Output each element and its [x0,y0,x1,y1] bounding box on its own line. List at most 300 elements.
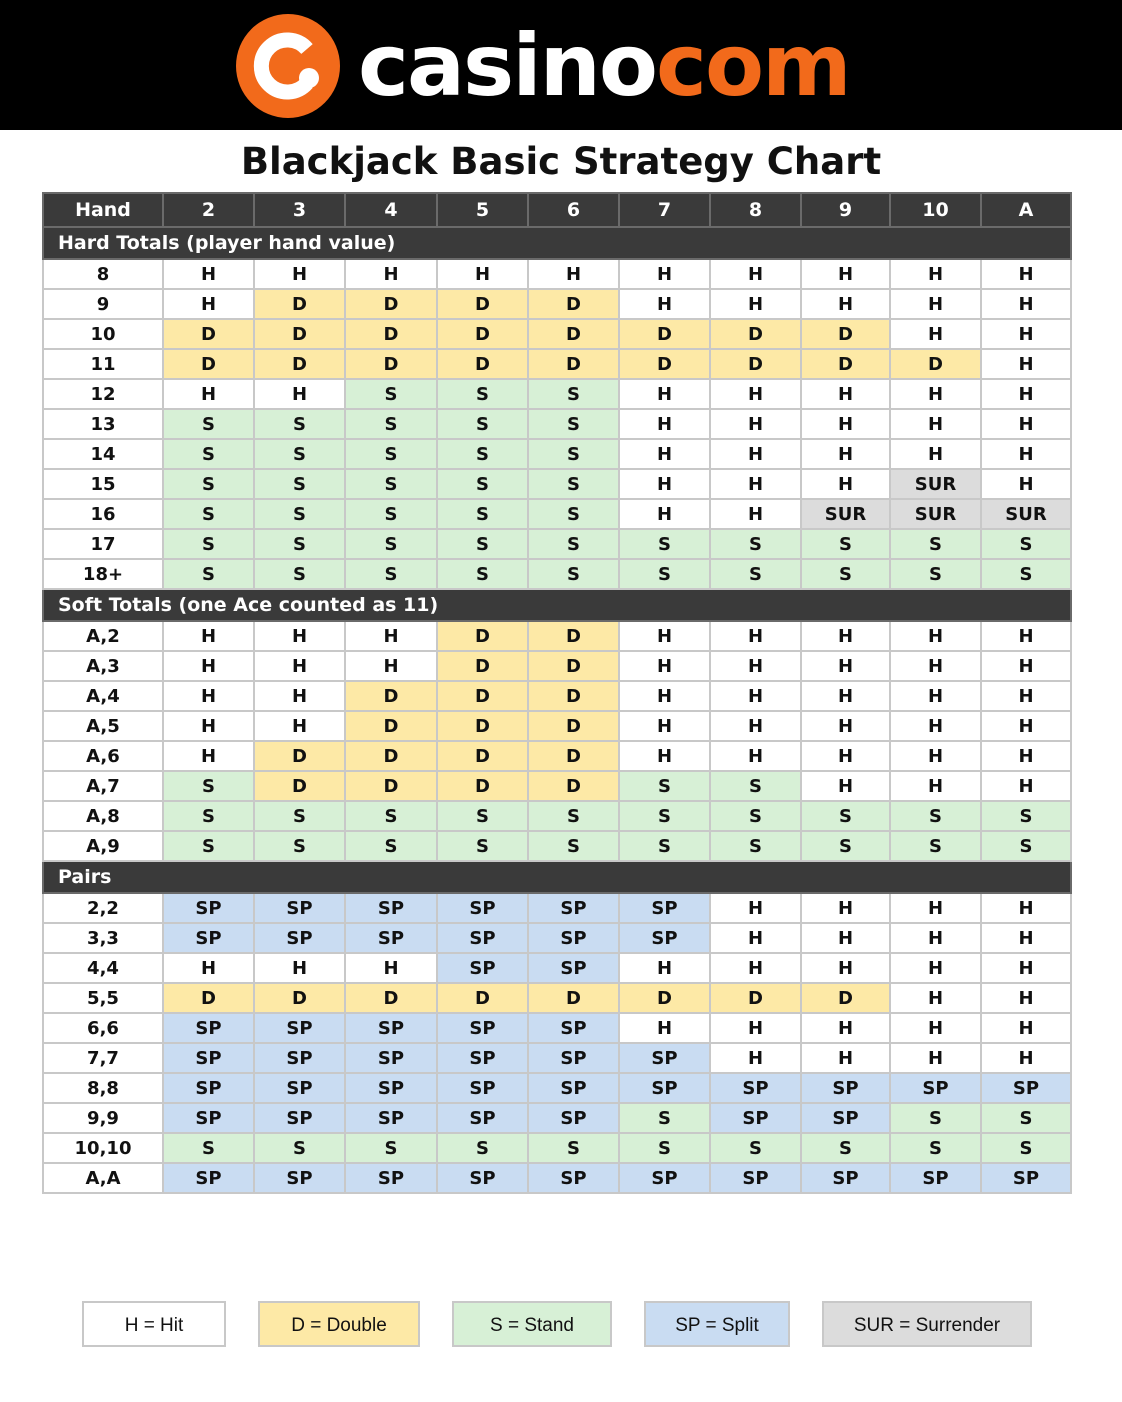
action-cell: H [890,379,981,409]
action-cell: S [528,529,619,559]
action-cell: D [528,621,619,651]
action-cell: D [437,651,528,681]
action-cell: D [437,983,528,1013]
action-cell: H [890,621,981,651]
action-cell: H [619,499,710,529]
action-cell: S [437,469,528,499]
action-cell: S [619,529,710,559]
brand-name-com: com [656,16,850,116]
action-cell: D [619,319,710,349]
hand-cell: A,2 [43,621,163,651]
hand-cell: 15 [43,469,163,499]
action-cell: H [890,651,981,681]
action-cell: H [890,893,981,923]
action-cell: S [163,1133,254,1163]
action-cell: SP [437,1103,528,1133]
action-cell: D [437,711,528,741]
table-row [43,259,1071,289]
action-cell: S [981,529,1071,559]
table-row [43,1163,1071,1193]
action-cell: SP [163,1103,254,1133]
action-cell: H [890,1043,981,1073]
hand-cell: 7,7 [43,1043,163,1073]
legend-item: H = Hit [82,1301,226,1347]
table-row [43,559,1071,589]
action-cell: S [345,499,437,529]
action-cell: D [345,681,437,711]
action-cell: SP [619,1043,710,1073]
action-cell: S [710,771,801,801]
action-cell: SP [619,1073,710,1103]
action-cell: S [528,499,619,529]
table-row [43,801,1071,831]
action-cell: H [981,711,1071,741]
column-header: 3 [254,193,345,227]
action-cell: SP [801,1163,890,1193]
action-cell: H [801,771,890,801]
brand-name-casino: casino [358,16,656,116]
action-cell: SP [710,1073,801,1103]
action-cell: SP [254,1013,345,1043]
table-row [43,953,1071,983]
action-cell: S [710,801,801,831]
action-cell: SP [163,1073,254,1103]
action-cell: H [619,259,710,289]
action-cell: H [981,923,1071,953]
table-row [43,349,1071,379]
action-cell: H [254,711,345,741]
action-cell: S [437,379,528,409]
action-cell: S [254,559,345,589]
action-cell: S [345,801,437,831]
action-cell: S [619,1133,710,1163]
table-row [43,319,1071,349]
action-cell: H [801,923,890,953]
action-cell: SP [437,923,528,953]
hand-cell: 17 [43,529,163,559]
strategy-table [42,192,1072,1194]
action-cell: S [345,469,437,499]
action-cell: H [710,289,801,319]
hand-cell: 10 [43,319,163,349]
action-cell: SP [437,893,528,923]
table-row [43,529,1071,559]
column-header: 6 [528,193,619,227]
table-row [43,681,1071,711]
action-cell: H [710,379,801,409]
action-cell: SP [528,1013,619,1043]
action-cell: S [619,801,710,831]
action-cell: H [710,1043,801,1073]
column-header: 10 [890,193,981,227]
action-cell: S [528,559,619,589]
action-cell: H [890,983,981,1013]
action-cell: S [437,529,528,559]
hand-cell: 12 [43,379,163,409]
action-cell: D [345,771,437,801]
action-cell: S [619,559,710,589]
action-cell: H [981,259,1071,289]
column-header: 5 [437,193,528,227]
action-cell: SP [437,1043,528,1073]
action-cell: D [619,983,710,1013]
action-cell: S [528,469,619,499]
action-cell: H [890,409,981,439]
table-row [43,1133,1071,1163]
action-cell: D [528,319,619,349]
hand-cell: 9 [43,289,163,319]
action-cell: SP [163,893,254,923]
action-cell: SP [437,1163,528,1193]
action-cell: H [981,289,1071,319]
action-cell: H [801,621,890,651]
action-cell: H [254,259,345,289]
action-cell: SP [710,1163,801,1193]
action-cell: H [710,409,801,439]
action-cell: SP [528,1043,619,1073]
action-cell: H [801,681,890,711]
action-cell: S [528,439,619,469]
action-cell: H [163,711,254,741]
action-cell: D [254,349,345,379]
action-cell: H [801,379,890,409]
action-cell: H [801,651,890,681]
action-cell: S [163,469,254,499]
action-cell: S [254,439,345,469]
action-cell: H [710,259,801,289]
action-cell: H [619,409,710,439]
table-row [43,831,1071,861]
action-cell: S [437,409,528,439]
action-cell: H [981,983,1071,1013]
action-cell: H [801,1013,890,1043]
action-cell: D [437,349,528,379]
action-cell: H [801,289,890,319]
action-cell: D [437,741,528,771]
action-cell: H [801,409,890,439]
action-cell: H [345,953,437,983]
action-cell: H [710,499,801,529]
action-cell: S [981,1103,1071,1133]
action-cell: SP [437,1073,528,1103]
action-cell: H [981,893,1071,923]
action-cell: S [163,409,254,439]
action-cell: D [528,289,619,319]
hand-cell: 11 [43,349,163,379]
action-cell: H [254,651,345,681]
action-cell: S [710,831,801,861]
action-cell: S [528,831,619,861]
table-row [43,893,1071,923]
action-cell: SP [619,923,710,953]
action-cell: H [163,621,254,651]
action-cell: S [345,529,437,559]
action-cell: SP [254,1163,345,1193]
action-cell: SP [619,1163,710,1193]
action-cell: H [710,439,801,469]
action-cell: SP [981,1163,1071,1193]
action-cell: D [528,681,619,711]
action-cell: H [619,681,710,711]
action-cell: H [619,379,710,409]
action-cell: H [801,439,890,469]
action-cell: SP [163,923,254,953]
action-cell: H [801,741,890,771]
action-cell: S [437,439,528,469]
action-cell: H [890,681,981,711]
action-cell: SP [254,1073,345,1103]
action-cell: SUR [890,499,981,529]
action-cell: S [619,1103,710,1133]
table-row [43,1043,1071,1073]
action-cell: SP [528,893,619,923]
action-cell: SP [163,1043,254,1073]
table-row [43,741,1071,771]
section-title: Pairs [43,861,1071,893]
action-cell: H [710,681,801,711]
action-cell: H [981,319,1071,349]
hand-cell: 16 [43,499,163,529]
table-row [43,771,1071,801]
table-row [43,1103,1071,1133]
action-cell: S [254,801,345,831]
legend-item: D = Double [258,1301,420,1347]
action-cell: S [981,1133,1071,1163]
action-cell: D [528,651,619,681]
action-cell: S [890,1103,981,1133]
table-row [43,409,1071,439]
action-cell: SP [254,1103,345,1133]
hand-cell: A,3 [43,651,163,681]
table-row [43,621,1071,651]
action-cell: H [801,469,890,499]
action-cell: H [163,953,254,983]
action-cell: D [528,771,619,801]
action-cell: H [710,953,801,983]
action-cell: SP [345,923,437,953]
action-cell: H [710,621,801,651]
action-cell: S [437,1133,528,1163]
action-cell: H [345,621,437,651]
action-cell: D [345,711,437,741]
action-cell: H [801,893,890,923]
action-cell: S [801,801,890,831]
column-header: 7 [619,193,710,227]
action-cell: S [163,771,254,801]
action-cell: SUR [801,499,890,529]
hand-cell: 8,8 [43,1073,163,1103]
column-header: 4 [345,193,437,227]
action-cell: S [163,499,254,529]
action-cell: H [437,259,528,289]
action-cell: H [710,923,801,953]
action-cell: S [801,1133,890,1163]
legend-item: SP = Split [644,1301,790,1347]
hand-cell: 13 [43,409,163,439]
action-cell: D [254,741,345,771]
action-cell: H [254,621,345,651]
action-cell: D [163,983,254,1013]
action-cell: H [981,741,1071,771]
action-cell: S [528,1133,619,1163]
table-row [43,289,1071,319]
action-cell: H [619,741,710,771]
action-cell: SP [345,1163,437,1193]
section-title: Hard Totals (player hand value) [43,227,1071,259]
action-cell: S [254,529,345,559]
action-cell: SUR [981,499,1071,529]
column-header: A [981,193,1071,227]
action-cell: S [528,801,619,831]
section-header-row [43,861,1071,893]
action-cell: S [619,771,710,801]
action-cell: SP [163,1013,254,1043]
action-cell: D [528,711,619,741]
table-row [43,499,1071,529]
hand-cell: 8 [43,259,163,289]
action-cell: SP [619,893,710,923]
action-cell: H [619,953,710,983]
hand-cell: 18+ [43,559,163,589]
action-cell: SP [801,1073,890,1103]
action-cell: D [528,983,619,1013]
action-cell: SP [345,893,437,923]
action-cell: SP [710,1103,801,1133]
hand-cell: 14 [43,439,163,469]
action-cell: H [890,923,981,953]
action-cell: H [619,439,710,469]
action-cell: SP [801,1103,890,1133]
action-cell: D [345,289,437,319]
hand-cell: 5,5 [43,983,163,1013]
action-cell: H [981,681,1071,711]
action-cell: H [981,771,1071,801]
action-cell: H [890,439,981,469]
action-cell: S [890,529,981,559]
action-cell: SP [254,893,345,923]
hand-cell: A,5 [43,711,163,741]
action-cell: H [981,469,1071,499]
action-cell: S [163,439,254,469]
action-cell: SP [437,1013,528,1043]
action-cell: D [254,289,345,319]
action-cell: SP [528,923,619,953]
action-cell: SP [163,1163,254,1193]
table-row [43,1073,1071,1103]
action-cell: S [981,831,1071,861]
action-cell: H [254,379,345,409]
action-cell: H [163,681,254,711]
column-header: 8 [710,193,801,227]
action-cell: S [437,559,528,589]
hand-cell: A,6 [43,741,163,771]
action-cell: D [437,681,528,711]
column-header: Hand [43,193,163,227]
action-cell: H [981,953,1071,983]
action-cell: S [528,409,619,439]
action-cell: D [345,983,437,1013]
action-cell: S [163,529,254,559]
hand-cell: 4,4 [43,953,163,983]
action-cell: SP [890,1163,981,1193]
action-cell: H [710,711,801,741]
table-row [43,379,1071,409]
action-cell: SP [345,1103,437,1133]
column-header-row [43,193,1071,227]
action-cell: D [254,319,345,349]
action-cell: D [528,741,619,771]
action-cell: S [981,801,1071,831]
action-cell: S [437,831,528,861]
action-cell: S [345,831,437,861]
action-cell: D [163,349,254,379]
hand-cell: 3,3 [43,923,163,953]
action-cell: S [437,801,528,831]
action-cell: H [163,289,254,319]
hand-cell: A,A [43,1163,163,1193]
action-cell: D [801,983,890,1013]
action-cell: H [619,469,710,499]
hand-cell: A,7 [43,771,163,801]
casino-logo-icon [236,14,340,118]
action-cell: S [163,831,254,861]
action-cell: S [254,499,345,529]
hand-cell: A,9 [43,831,163,861]
action-cell: H [981,1043,1071,1073]
action-cell: S [710,559,801,589]
action-cell: H [890,259,981,289]
action-cell: D [710,349,801,379]
action-cell: SP [345,1013,437,1043]
action-cell: H [345,259,437,289]
table-row [43,1013,1071,1043]
action-cell: D [163,319,254,349]
hand-cell: 9,9 [43,1103,163,1133]
action-cell: S [254,469,345,499]
section-header-row [43,227,1071,259]
legend-item: S = Stand [452,1301,612,1347]
table-row [43,439,1071,469]
action-cell: SP [528,1073,619,1103]
action-cell: S [619,831,710,861]
table-row [43,983,1071,1013]
action-cell: SP [528,1103,619,1133]
action-cell: D [710,983,801,1013]
action-cell: S [890,831,981,861]
action-cell: S [890,801,981,831]
action-cell: SP [528,953,619,983]
action-cell: S [163,559,254,589]
action-cell: D [801,319,890,349]
action-cell: S [890,559,981,589]
table-row [43,711,1071,741]
action-cell: H [710,1013,801,1043]
action-cell: H [528,259,619,289]
section-header-row [43,589,1071,621]
action-cell: S [254,409,345,439]
section-title: Soft Totals (one Ace counted as 11) [43,589,1071,621]
action-cell: S [345,1133,437,1163]
action-cell: SP [254,923,345,953]
action-cell: H [801,259,890,289]
action-cell: H [890,289,981,319]
action-cell: SP [345,1043,437,1073]
column-header: 2 [163,193,254,227]
action-cell: H [890,711,981,741]
action-cell: SP [254,1043,345,1073]
action-cell: D [345,349,437,379]
table-row [43,469,1071,499]
